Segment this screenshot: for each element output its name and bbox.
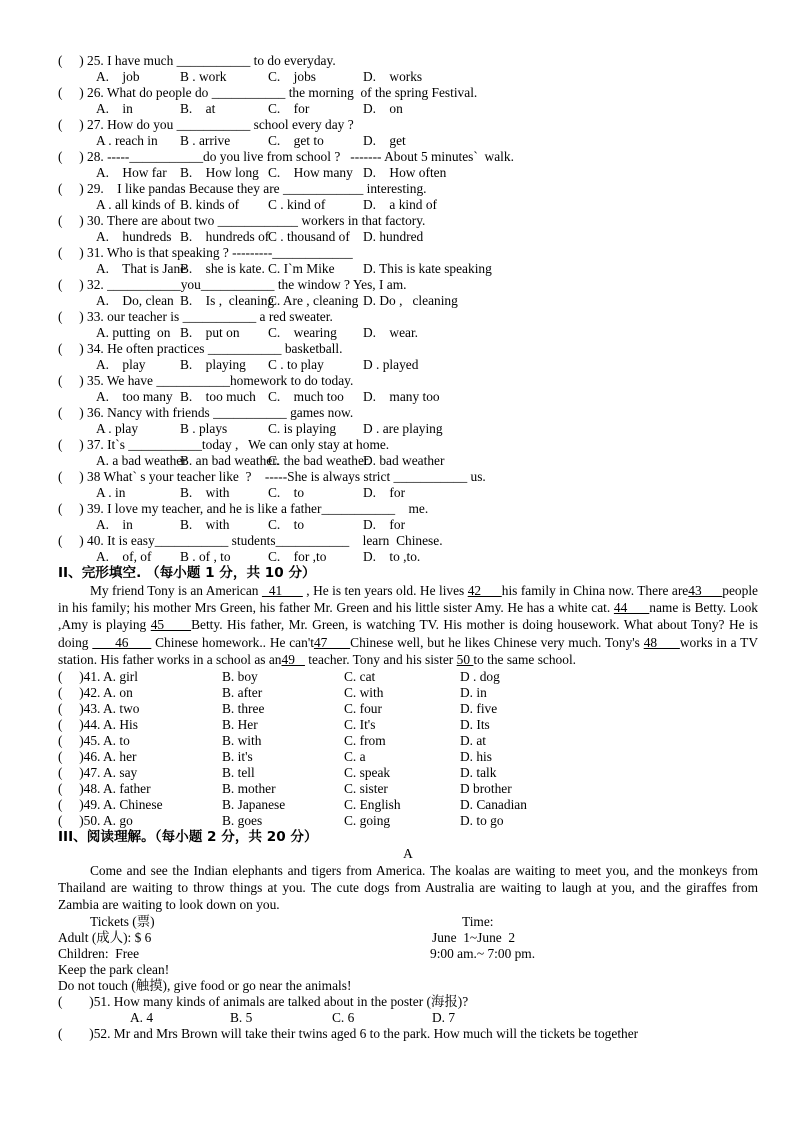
option: ( )42. A. on	[58, 685, 133, 701]
question-52: ( )52. Mr and Mrs Brown will take their twins aged 6 to the park. How much will the tickets be together	[58, 1025, 639, 1041]
option: D. to go	[460, 813, 504, 829]
mc-question	[58, 501, 758, 517]
option: B. put on	[180, 325, 240, 340]
cloze-blank: 50	[456, 651, 474, 667]
mc-question	[58, 85, 758, 101]
option: C. It's	[344, 717, 376, 733]
option: D. hundred	[363, 229, 424, 244]
mc-question	[58, 53, 758, 69]
option: D. five	[460, 701, 498, 717]
option: B. too much	[180, 389, 256, 404]
mc-options	[58, 325, 758, 341]
cloze-text: works in a TV station. His father works in a school as an	[58, 634, 758, 667]
option: A. Do, clean	[96, 293, 174, 308]
cloze-heading: II、完形填空. （每小题 1 分，共 10 分）	[58, 565, 316, 581]
question-51: ( )51. How many kinds of animals are talked about in the poster (海报)?	[58, 993, 469, 1009]
mc-options	[58, 165, 758, 181]
option: D. on	[363, 101, 403, 116]
cloze-option-row	[58, 781, 758, 797]
multiple-choice-section	[58, 53, 758, 565]
option: D. a kind of	[363, 197, 438, 212]
option: C. I`m Mike	[268, 261, 335, 276]
option: D. to ,to.	[363, 549, 421, 564]
option: C. to	[268, 517, 305, 532]
option: C. the bad weather.	[268, 453, 371, 468]
option: C. cat	[344, 669, 376, 685]
mc-question	[58, 277, 758, 293]
option: ( )46. A. her	[58, 749, 137, 765]
cloze-text: My friend Tony is an American	[90, 583, 262, 598]
mc-question	[58, 341, 758, 357]
cloze-option-row	[58, 749, 758, 765]
option: B . work	[180, 69, 227, 84]
question-text: ( ) 27. How do you ___________ school every day ?	[58, 117, 354, 132]
option: B. three	[222, 701, 265, 717]
option: B. with	[180, 485, 230, 500]
cloze-text: teacher. Tony and his sister	[304, 651, 457, 667]
mc-options	[58, 549, 758, 565]
option: D. How often	[363, 165, 447, 180]
mc-question	[58, 437, 758, 453]
cloze-text: name is Betty. Look ,Amy is playing	[58, 600, 758, 633]
option: B. she is kate.	[180, 261, 265, 276]
option: ( )44. A. His	[58, 717, 138, 733]
cloze-option-row	[58, 685, 758, 701]
option: C . thousand of	[268, 229, 350, 244]
option: D . are playing	[363, 421, 443, 436]
option: C. wearing	[268, 325, 337, 340]
question-text: ( ) 35. We have ___________homework to do today.	[58, 373, 354, 388]
cloze-text: Betty. His father, Mr. Green, is watching TV. His mother is doing housework. What about Tony? He is doing	[58, 617, 759, 650]
cloze-text: Chinese well, but he likes Chinese very much. Tony's	[350, 634, 644, 650]
question-text: ( ) 29. I like pandas Because they are ____________ interesting.	[58, 181, 427, 196]
option: B . plays	[180, 421, 228, 436]
option: ( )45. A. to	[58, 733, 130, 749]
cloze-passage	[58, 582, 758, 668]
adult-row	[58, 930, 758, 946]
option: D. at	[460, 733, 487, 749]
option: B. Japanese	[222, 797, 286, 813]
option: B. with	[180, 517, 230, 532]
mc-options	[58, 389, 758, 405]
tickets-label: Tickets (票)	[90, 913, 155, 929]
mc-question	[58, 405, 758, 421]
children-row	[58, 946, 758, 962]
option: ( )50. A. go	[58, 813, 133, 829]
question-text: ( ) 37. It`s ___________today , We can only stay at home.	[58, 437, 390, 452]
mc-options	[58, 261, 758, 277]
option: D. in	[460, 685, 487, 701]
cloze-option-row	[58, 813, 758, 829]
option: A. in	[96, 517, 133, 532]
question-text: ( ) 31. Who is that speaking ? ---------____________	[58, 245, 353, 260]
exam-page	[58, 53, 758, 1042]
option: D. many too	[363, 389, 440, 404]
hours: 9:00 am.~ 7:00 pm.	[430, 945, 536, 961]
cloze-blank: 44	[613, 600, 650, 616]
option: D . played	[363, 357, 419, 372]
cloze-text: people in his family; his mother Mrs Green, his father Mr. Green and his little sister Amy. He has a white cat.	[58, 583, 758, 616]
mc-question	[58, 213, 758, 229]
option: C. much too	[268, 389, 344, 404]
option: D. Do , cleaning	[363, 293, 458, 308]
cloze-option-row	[58, 733, 758, 749]
option: C. a	[344, 749, 366, 765]
mc-options	[58, 229, 758, 245]
option: B. with	[222, 733, 262, 749]
option: B. tell	[222, 765, 255, 781]
tickets-row	[58, 914, 758, 930]
option: A. putting on	[96, 325, 171, 340]
cloze-blank: 43	[688, 583, 723, 598]
mc-options	[58, 133, 758, 149]
option: A. That is Jane	[96, 261, 187, 276]
mc-options	[58, 453, 758, 469]
option: D . dog	[460, 669, 500, 685]
question-51-options: A. 4 B. 5 C. 6 D. 7	[130, 1009, 456, 1025]
reading-heading: III、阅读理解。（每小题 2 分，共 20 分）	[58, 829, 318, 846]
option: B. kinds of	[180, 197, 240, 212]
option: D. his	[460, 749, 492, 765]
option: C. from	[344, 733, 386, 749]
option: D. get	[363, 133, 406, 148]
children-price: Children: Free	[58, 945, 140, 961]
question-text: ( ) 39. I love my teacher, and he is like a father___________ me.	[58, 501, 429, 516]
option: ( )48. A. father	[58, 781, 151, 797]
cloze-text: to the same school.	[473, 651, 577, 667]
option: A. too many	[96, 389, 173, 404]
option: B . of , to	[180, 549, 231, 564]
question-text: ( ) 26. What do people do ___________ the morning of the spring Festival.	[58, 85, 478, 100]
option: D. works	[363, 69, 423, 84]
option: B. How long	[180, 165, 259, 180]
option: D. for	[363, 485, 406, 500]
cloze-option-row	[58, 669, 758, 685]
option: D. Canadian	[460, 797, 527, 813]
mc-question	[58, 309, 758, 325]
mc-options	[58, 69, 758, 85]
option: C. How many	[268, 165, 353, 180]
mc-question	[58, 245, 758, 261]
option: A . play	[96, 421, 139, 436]
mc-options	[58, 293, 758, 309]
option: B. after	[222, 685, 263, 701]
mc-question	[58, 373, 758, 389]
option: ( )49. A. Chinese	[58, 797, 163, 813]
cloze-blank: 42	[467, 583, 502, 598]
option: C . to play	[268, 357, 324, 372]
option: C. sister	[344, 781, 388, 797]
option: D. wear.	[363, 325, 419, 340]
option: ( )43. A. two	[58, 701, 140, 717]
option: A. job	[96, 69, 140, 84]
mc-options	[58, 357, 758, 373]
cloze-blank: 48	[643, 634, 680, 650]
option: D. Its	[460, 717, 490, 733]
adult-price: Adult (成人): $ 6	[58, 929, 152, 945]
option: B. an bad weather.	[180, 453, 280, 468]
question-text: ( ) 33. our teacher is ___________ a red sweater.	[58, 309, 333, 324]
cloze-blank: 46	[92, 634, 152, 650]
option: C. get to	[268, 133, 324, 148]
mc-question	[58, 149, 758, 165]
option: B. at	[180, 101, 216, 116]
option: ( )41. A. girl	[58, 669, 138, 685]
mc-options	[58, 517, 758, 533]
option: A. How far	[96, 165, 167, 180]
option: A. in	[96, 101, 133, 116]
option: D. for	[363, 517, 406, 532]
cloze-blank: 47	[313, 634, 351, 650]
cloze-option-row	[58, 765, 758, 781]
option: C. English	[344, 797, 401, 813]
option: B. hundreds of	[180, 229, 270, 244]
option: A . in	[96, 485, 126, 500]
option: C. going	[344, 813, 391, 829]
cloze-options	[58, 669, 758, 829]
mc-options	[58, 197, 758, 213]
mc-question	[58, 181, 758, 197]
option: D brother	[460, 781, 512, 797]
option: D. talk	[460, 765, 497, 781]
question-text: ( ) 28. -----___________do you live from school ? ------- About 5 minutes` walk.	[58, 149, 514, 164]
option: B. mother	[222, 781, 276, 797]
cloze-option-row	[58, 701, 758, 717]
cloze-text: Chinese homework.. He can't	[151, 634, 314, 650]
option: C. for	[268, 101, 310, 116]
reading-passage: Come and see the Indian elephants and tigers from America. The koalas are waiting to meet you, and the monkeys from Thailand are waiting to throw things at you. The cute dogs from Australia are waiting to laugh at you, and the giraffes from Zambia are waiting to look down on you.	[58, 863, 758, 913]
option: B . arrive	[180, 133, 231, 148]
option: C. four	[344, 701, 382, 717]
option: D. bad weather	[363, 453, 445, 468]
option: A. a bad weather	[96, 453, 187, 468]
cloze-blank: 45	[150, 617, 192, 633]
question-text: ( ) 32. ___________you___________ the window ? Yes, I am.	[58, 277, 407, 292]
option: C. with	[344, 685, 384, 701]
option: A. of, of	[96, 549, 152, 564]
dates: June 1~June 2	[432, 929, 516, 945]
option: D. This is kate speaking	[363, 261, 492, 276]
cloze-option-row	[58, 717, 758, 733]
rule-1: Keep the park clean!	[58, 961, 170, 977]
option: B. it's	[222, 749, 253, 765]
question-text: ( ) 25. I have much ___________ to do everyday.	[58, 53, 336, 68]
option: C. Are , cleaning	[268, 293, 359, 308]
option: B. goes	[222, 813, 263, 829]
question-text: ( ) 38 What` s your teacher like ? -----She is always strict ___________ us.	[58, 469, 486, 484]
option: ( )47. A. say	[58, 765, 138, 781]
option: C. to	[268, 485, 305, 500]
option: B. boy	[222, 669, 258, 685]
option: B. Her	[222, 717, 258, 733]
mc-question	[58, 469, 758, 485]
question-text: ( ) 30. There are about two ____________ workers in that factory.	[58, 213, 426, 228]
option: B. playing	[180, 357, 246, 372]
time-label: Time:	[462, 913, 494, 929]
option: A. play	[96, 357, 146, 372]
option: B. Is , cleaning	[180, 293, 275, 308]
cloze-blank: 49	[281, 651, 305, 667]
mc-question	[58, 117, 758, 133]
question-text: ( ) 36. Nancy with friends ___________ games now.	[58, 405, 354, 420]
cloze-text: , He is ten years old. He lives	[302, 583, 468, 598]
mc-options	[58, 421, 758, 437]
cloze-option-row	[58, 797, 758, 813]
passage-label: A	[403, 846, 413, 862]
option: A . reach in	[96, 133, 158, 148]
option: C. speak	[344, 765, 391, 781]
question-text: ( ) 34. He often practices ___________ basketball.	[58, 341, 343, 356]
mc-question	[58, 533, 758, 549]
mc-options	[58, 101, 758, 117]
option: A. hundreds	[96, 229, 172, 244]
cloze-blank: 41	[261, 583, 303, 598]
rule-2: Do not touch (触摸), give food or go near the animals!	[58, 977, 352, 993]
option: A . all kinds of	[96, 197, 176, 212]
cloze-text: his family in China now. There are	[501, 583, 689, 598]
option: C. jobs	[268, 69, 316, 84]
option: C . kind of	[268, 197, 326, 212]
question-text: ( ) 40. It is easy___________ students___________ learn Chinese.	[58, 533, 443, 548]
option: C. is playing	[268, 421, 337, 436]
option: C. for ,to	[268, 549, 327, 564]
mc-options	[58, 485, 758, 501]
